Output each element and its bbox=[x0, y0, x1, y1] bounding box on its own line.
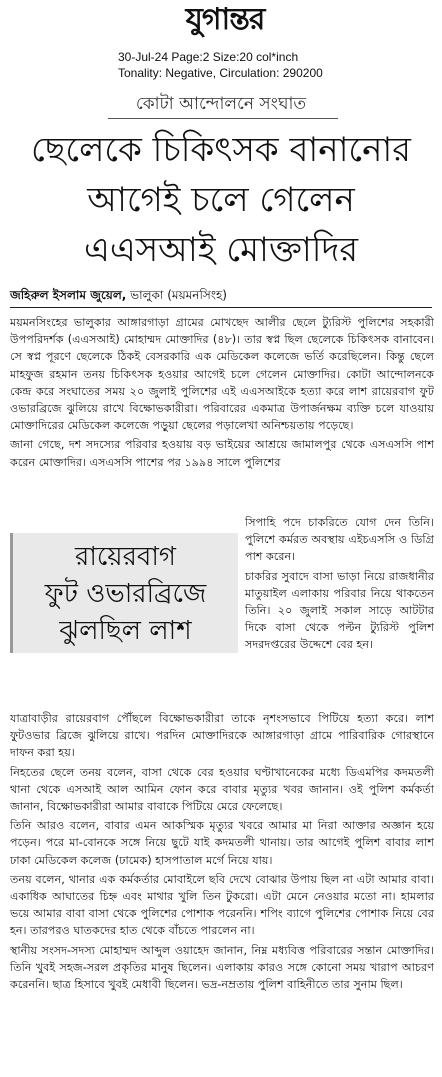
paragraph: ময়মনসিংহের ভালুকার আঙ্গারগাড়া গ্রামের মোখছেদ আলীর ছেলে ট্যুরিস্ট পুলিশের সহকারী উপপরিদর্শক (এএসআই) মোহাম্মদ মোক্তাদির (৪৮)। তার স্বপ্ন ছিল ছেলেকে চিকিৎসক বানাবেন। সে স্বপ্ন পূরণে ছেলেকে ঠিকই বেসরকারি এক মেডিকেল কলেজে ভর্তি করেছিলেন। কিন্তু ছেলে মাহফুজ রহমান তনয় চিকিৎসক হওয়ার আগেই চলে গেলেন মোক্তাদির। কোটা আন্দোলনকে কেন্দ্র করে সংঘাতের সময় ২০ জুলাই পুলিশের এই এএসআইকে হত্যা করে লাশ রায়েরবাগ ফুট ওভারব্রিজে ঝুলিয়ে রাখে বিক্ষোভকারীরা। পরিবারের একমাত্র উপার্জনক্ষম ব্যক্তি চলে যাওয়ায় মোক্তাদিরের মেডিকেল কলেজে পড়ুয়া ছেলের পড়ালেখা অনিশ্চয়তায় পড়েছে। bbox=[10, 316, 434, 433]
paragraph: তিনি আরও বলেন, বাবার এমন আকস্মিক মৃত্যুর খবরে আমার মা নিরা আক্তার অজ্ঞান হয়ে পড়েন। পরে মা-বোনকে সঙ্গে নিয়ে ছুটে যাই কদমতলী থানায়। তার আগেই পুলিশ বাবার লাশ ঢাকা মেডিকেল কলেজ (ঢামেক) হাসপাতাল মর্গে নিয়ে যায়। bbox=[10, 819, 434, 867]
clip-date-info: 30-Jul-24 Page:2 Size:20 col*inch bbox=[118, 50, 299, 64]
paragraph: সিপাহি পদে চাকরিতে যোগ দেন তিনি। পুলিশে কর্মরত অবস্থায় এইচএসসি ও ডিগ্রি পাশ করেন। bbox=[245, 516, 434, 564]
clip-tonality-info: Tonality: Negative, Circulation: 290200 bbox=[118, 66, 323, 80]
headline-line-1: ছেলেকে চিকিৎসক বানানোর bbox=[31, 130, 411, 170]
paragraph: তনয় বলেন, থানার এক কর্মকর্তার মোবাইলে ছবি দেখে বোঝার উপায় ছিল না এটা আমার বাবা। একাধিক আঘাতের চিহ্ন এবং মাথার খুলি তিন টুকরো। এটা মেনে নেওয়ার মতো না। হামলার ভয়ে আমার বাবা বাসা থেকে পুলিশের পোশাক পরেননি। শপিং ব্যাগে পুলিশের পোশাক নিয়ে বের হন। তারপরও ঘাতকদের হাত থেকে বাঁচতে পারলেন না। bbox=[10, 872, 434, 938]
paragraph: জানা গেছে, দশ সদস্যের পরিবার হওয়ায় বড় ভাইয়ের আশ্রয়ে জামালপুর থেকে এসএসসি পাশ করেন মোক্তাদির। এসএসসি পাশের পর ১৯৯৪ সালে পুলিশের bbox=[10, 438, 434, 469]
headline-line-3: এএসআই মোক্তাদির bbox=[83, 230, 359, 270]
paragraph: স্থানীয় সংসদ-সদস্য মোহাম্মদ আব্দুল ওয়াহেদ জানান, নিম্ন মধ্যবিত্ত পরিবারের সন্তান মোক্তাদির। তিনি খুবই সহজ-সরল প্রকৃতির মানুষ ছিলেন। এলাকায় কারও সঙ্গে কোনো সময় খারাপ আচরণ করেননি। ছাত্র হিসাবে খুবই মেধাবী ছিলেন। ভদ্র-নম্রতায় পুলিশ বাহিনীতে তার সুনাম ছিল। bbox=[10, 943, 434, 992]
pull-quote-line: ঝুলছিল লাশ bbox=[59, 616, 192, 646]
headline-line-2: আগেই চলে গেলেন bbox=[87, 180, 355, 220]
paragraph: চাকরির সুবাদে বাসা ভাড়া নিয়ে রাজধানীর মাতুয়াইল এলাকায় পরিবার নিয়ে থাকতেন তিনি। ২০ জুলাই সকাল সাড়ে আটটার দিকে বাসা থেকে পল্টন ট্যুরিস্ট পুলিশ সদরদপ্তরের উদ্দেশে বের হন। bbox=[245, 569, 434, 652]
byline-rule bbox=[10, 307, 432, 308]
pull-quote-line: ফুট ওভারব্রিজে bbox=[44, 579, 207, 609]
article-body-side bbox=[245, 514, 434, 656]
paragraph: নিহতের ছেলে তনয় বলেন, বাসা থেকে বের হওয়ার ঘণ্টাখানেকের মধ্যে ডিএমপির কদমতলী থানা থেকে এসআই আল আমিন ফোন করে বাবার মৃত্যুর খবর জানান। ওই পুলিশ কর্মকর্তা জানান, বিক্ষোভকারীরা আমার বাবাকে পিটিয়ে মেরে ফেলেছে। bbox=[10, 765, 434, 814]
kicker-underline bbox=[108, 118, 338, 119]
article-body-top bbox=[10, 314, 434, 473]
pull-quote-box bbox=[10, 533, 238, 653]
paragraph: যাত্রাবাড়ীর রায়েরবাগ পৌঁছলে বিক্ষোভকারীরা তাকে নৃশংসভাবে পিটিয়ে হত্যা করে। লাশ ফুটওভার ব্রিজে ঝুলিয়ে রাখে। পরদিন মোক্তাদিরকে আঙ্গারগাড়া গ্রামে পারিবারিক গোরস্থানে দাফন করা হয়। bbox=[10, 712, 434, 760]
byline-place: ভালুকা (ময়মনসিংহ) bbox=[126, 288, 227, 302]
byline bbox=[10, 287, 227, 303]
pull-quote-line: রায়েরবাগ bbox=[75, 542, 176, 572]
byline-name: জহিরুল ইসলাম জুয়েল, bbox=[10, 288, 127, 302]
newspaper-logo: যুগান্তর bbox=[185, 2, 265, 37]
article-kicker: কোটা আন্দোলনে সংঘাত bbox=[135, 94, 307, 114]
article-body-bottom bbox=[10, 710, 434, 995]
